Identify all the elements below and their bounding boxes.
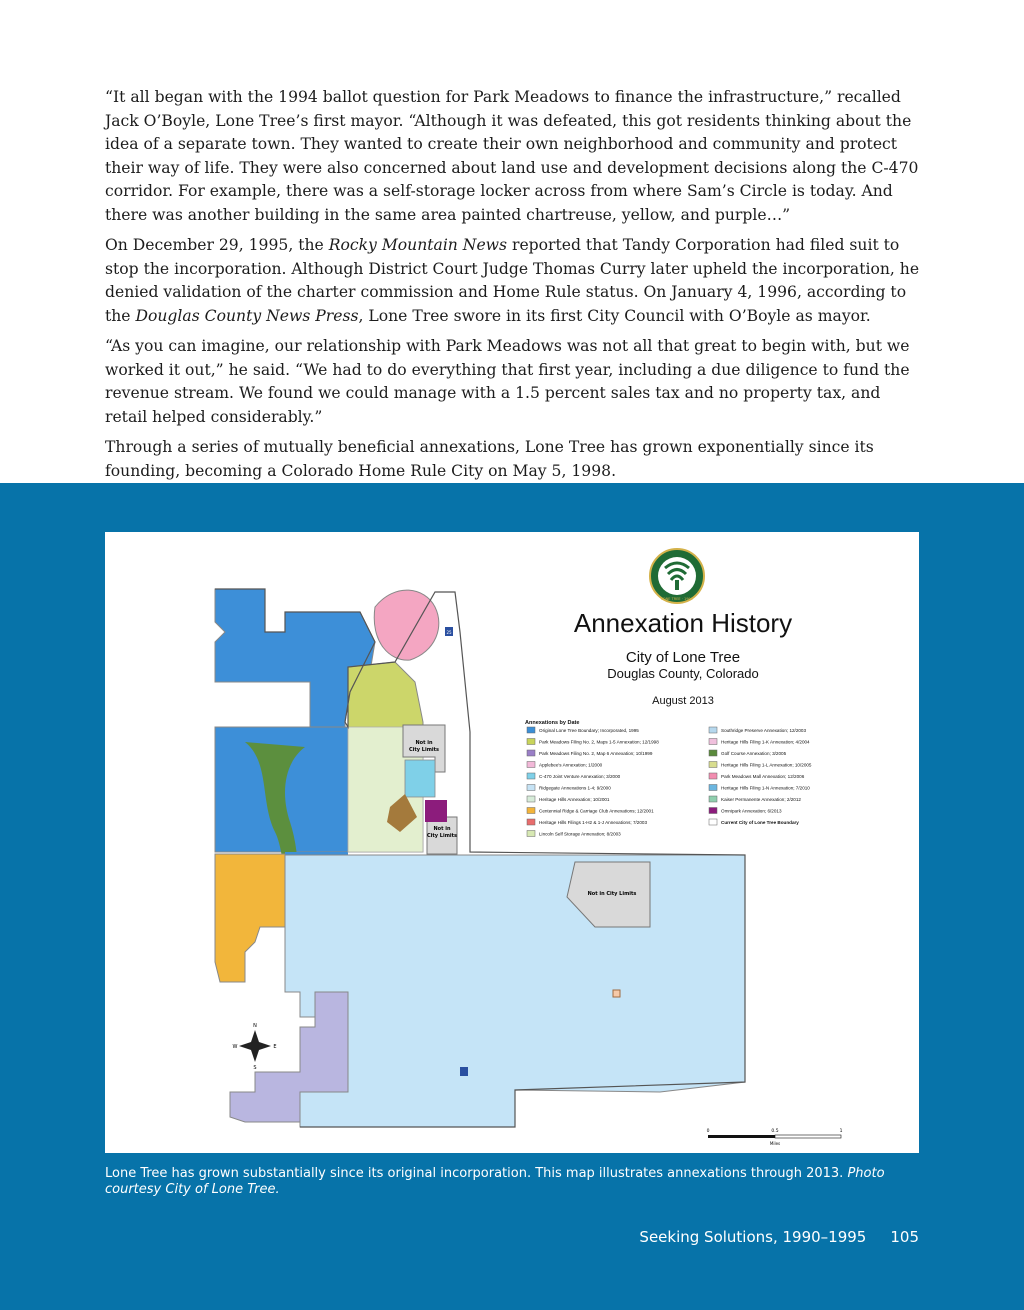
map-region-omnipark — [425, 800, 447, 822]
annexation-map — [105, 532, 919, 1153]
legend-swatch — [709, 796, 717, 802]
legend-swatch — [527, 739, 535, 745]
legend-swatch — [709, 739, 717, 745]
small-parcel — [613, 990, 620, 997]
scale-zero: 0 — [706, 1129, 710, 1134]
map-subtitle-county: Douglas County, Colorado — [607, 666, 759, 681]
legend-swatch — [527, 727, 535, 733]
page-footer — [639, 1228, 919, 1246]
legend-label: Applebee's Annexation; 1/2000 — [539, 762, 603, 768]
legend-label: Southridge Preserve Annexation; 12/2003 — [721, 728, 807, 733]
legend-swatch — [527, 785, 535, 791]
legend-label: Park Meadows Mall Annexation; 12/2006 — [721, 774, 805, 779]
legend-label: Omnipark Annexation; 6/2013 — [721, 808, 782, 814]
legend-swatch — [527, 819, 535, 825]
compass-s: S — [253, 1065, 257, 1071]
legend-swatch — [709, 762, 717, 768]
compass-w: W — [232, 1044, 238, 1050]
figure-caption — [105, 1166, 919, 1198]
legend-swatch — [527, 750, 535, 756]
scale-one: 1 — [839, 1129, 843, 1134]
map-region-ridgegate — [285, 855, 745, 1127]
legend-title: Annexations by Date — [525, 720, 580, 726]
highway-label: 25 — [446, 630, 452, 635]
legend-label: Heritage Hills Filing 1-N Annexation; 7/2010 — [721, 785, 810, 791]
compass-rose — [233, 1023, 277, 1071]
scale-half: 0.5 — [771, 1129, 779, 1134]
page-number: 105 — [890, 1228, 919, 1246]
not-in-city-label-3: Not in City Limits — [587, 891, 637, 897]
article-text — [105, 86, 925, 490]
not-in-city-label-1a: Not in — [415, 740, 433, 746]
legend-label: Original Lone Tree Boundary; Incorporated, 1995 — [539, 728, 639, 733]
compass-n: N — [253, 1023, 257, 1029]
legend-swatch — [709, 785, 717, 791]
not-in-city-label-2a: Not in — [433, 826, 451, 832]
paragraph-1: “It all began with the 1994 ballot question for Park Meadows to finance the infrastructure,” recalled Jack O’Boyle, Lone Tree’s first mayor. “Although it was defeated, this got residents thinking about the idea of a separate town. They wanted to create their own neighborhood and community and protect their way of life. They were also concerned about land use and development decisions along the C-470 corridor. For example, there was a self-storage locker across from where Sam’s Circle is today. And there was another building in the same area painted chartreuse, yellow, and purple…” — [105, 88, 919, 224]
legend-label: Heritage Hills Filing 1-K Annexation; 4/2004 — [721, 739, 810, 745]
p2-text-a: On December 29, 1995, the — [105, 236, 329, 254]
legend-swatch — [527, 831, 535, 837]
legend-swatch — [527, 773, 535, 779]
legend-label: Centennial Ridge & Carriage Club Annexations; 12/2001 — [539, 808, 654, 814]
p2-text-c: reported that Tandy Corporation had filed suit to stop the incorporation. Although District Court Judge Thomas Curry later upheld the incorporation, he denied validation of the charter commission and Home Rule status. On January 4, 1996, according to the — [105, 236, 920, 325]
rocky-mountain-news-title: Rocky Mountain News — [328, 236, 508, 254]
scale-bar — [707, 1128, 843, 1146]
section-title: Seeking Solutions, 1990–1995 — [639, 1228, 867, 1246]
caption-text: Lone Tree has grown substantially since its original incorporation. This map illustrates annexations through 2013. — [105, 1166, 848, 1181]
seal-text: LONE TREE · 1995 — [661, 597, 693, 601]
scale-unit: Miles — [769, 1141, 781, 1146]
legend-label: Golf Course Annexation; 3/2005 — [721, 751, 787, 756]
legend-label: Current City of Lone Tree Boundary — [721, 820, 799, 825]
legend-label: Kaiser Permanente Annexation; 2/2012 — [721, 797, 801, 802]
compass-e: E — [273, 1044, 277, 1050]
legend-label: Park Meadows Filing No. 2, Map 6 Annexation; 10/1999 — [539, 751, 653, 756]
legend-label: C-470 Joint Venture Annexation; 3/2000 — [539, 774, 621, 779]
map-region-park-meadows-mall — [374, 590, 439, 660]
highway-shield-south — [460, 1067, 468, 1076]
map-title: Annexation History — [573, 608, 793, 638]
p2-text-e: , Lone Tree swore in its first City Council with O’Boyle as mayor. — [358, 306, 871, 325]
map-subtitle-city: City of Lone Tree — [625, 649, 741, 666]
legend-label: Park Meadows Filing No. 2, Maps 1-5 Annexation; 12/1998 — [539, 739, 659, 745]
legend-swatch — [709, 808, 717, 814]
map-region-centennial-ridge — [215, 854, 285, 982]
douglas-county-news-press-title: Douglas County News Press — [135, 306, 359, 325]
legend-label: Heritage Hills Filings 1-H2 & 1-J Annexations; 7/2003 — [539, 820, 648, 825]
legend-label: Ridgegate Annexations 1-4; 9/2000 — [539, 785, 611, 791]
legend-swatch — [709, 750, 717, 756]
caption-credit: Photo courtesy City of Lone Tree. — [105, 1166, 885, 1197]
legend-swatch — [709, 727, 717, 733]
map-svg — [105, 532, 919, 1153]
legend-swatch — [709, 773, 717, 779]
not-in-city-label-1b: City Limits — [409, 747, 439, 753]
map-region-c470 — [405, 760, 435, 797]
paragraph-4: Through a series of mutually beneficial annexations, Lone Tree has grown exponentially since its founding, becoming a Colorado Home Rule City on May 5, 1998. — [105, 438, 874, 480]
paragraph-2 — [105, 234, 925, 328]
legend-label: Heritage Hills Annexation; 10/2001 — [539, 797, 610, 802]
legend — [527, 727, 812, 837]
map-date: August 2013 — [652, 695, 714, 707]
legend-swatch — [527, 808, 535, 814]
legend-swatch — [527, 796, 535, 802]
not-in-city-label-2b: City Limits — [427, 833, 457, 839]
legend-label: Lincoln Self Storage Annexation; 8/2003 — [539, 831, 621, 837]
legend-swatch — [709, 819, 717, 825]
legend-label: Heritage Hills Filing 1-L Annexation; 10/2005 — [721, 762, 812, 768]
city-seal — [650, 549, 704, 603]
legend-swatch — [527, 762, 535, 768]
paragraph-3: “As you can imagine, our relationship with Park Meadows was not all that great to begin with, but we worked it out,” he said. “We had to do everything that first year, including a due diligence to fund the revenue stream. We found we could manage with a 1.5 percent sales tax and no property tax, and retail helped considerably.” — [105, 337, 910, 426]
